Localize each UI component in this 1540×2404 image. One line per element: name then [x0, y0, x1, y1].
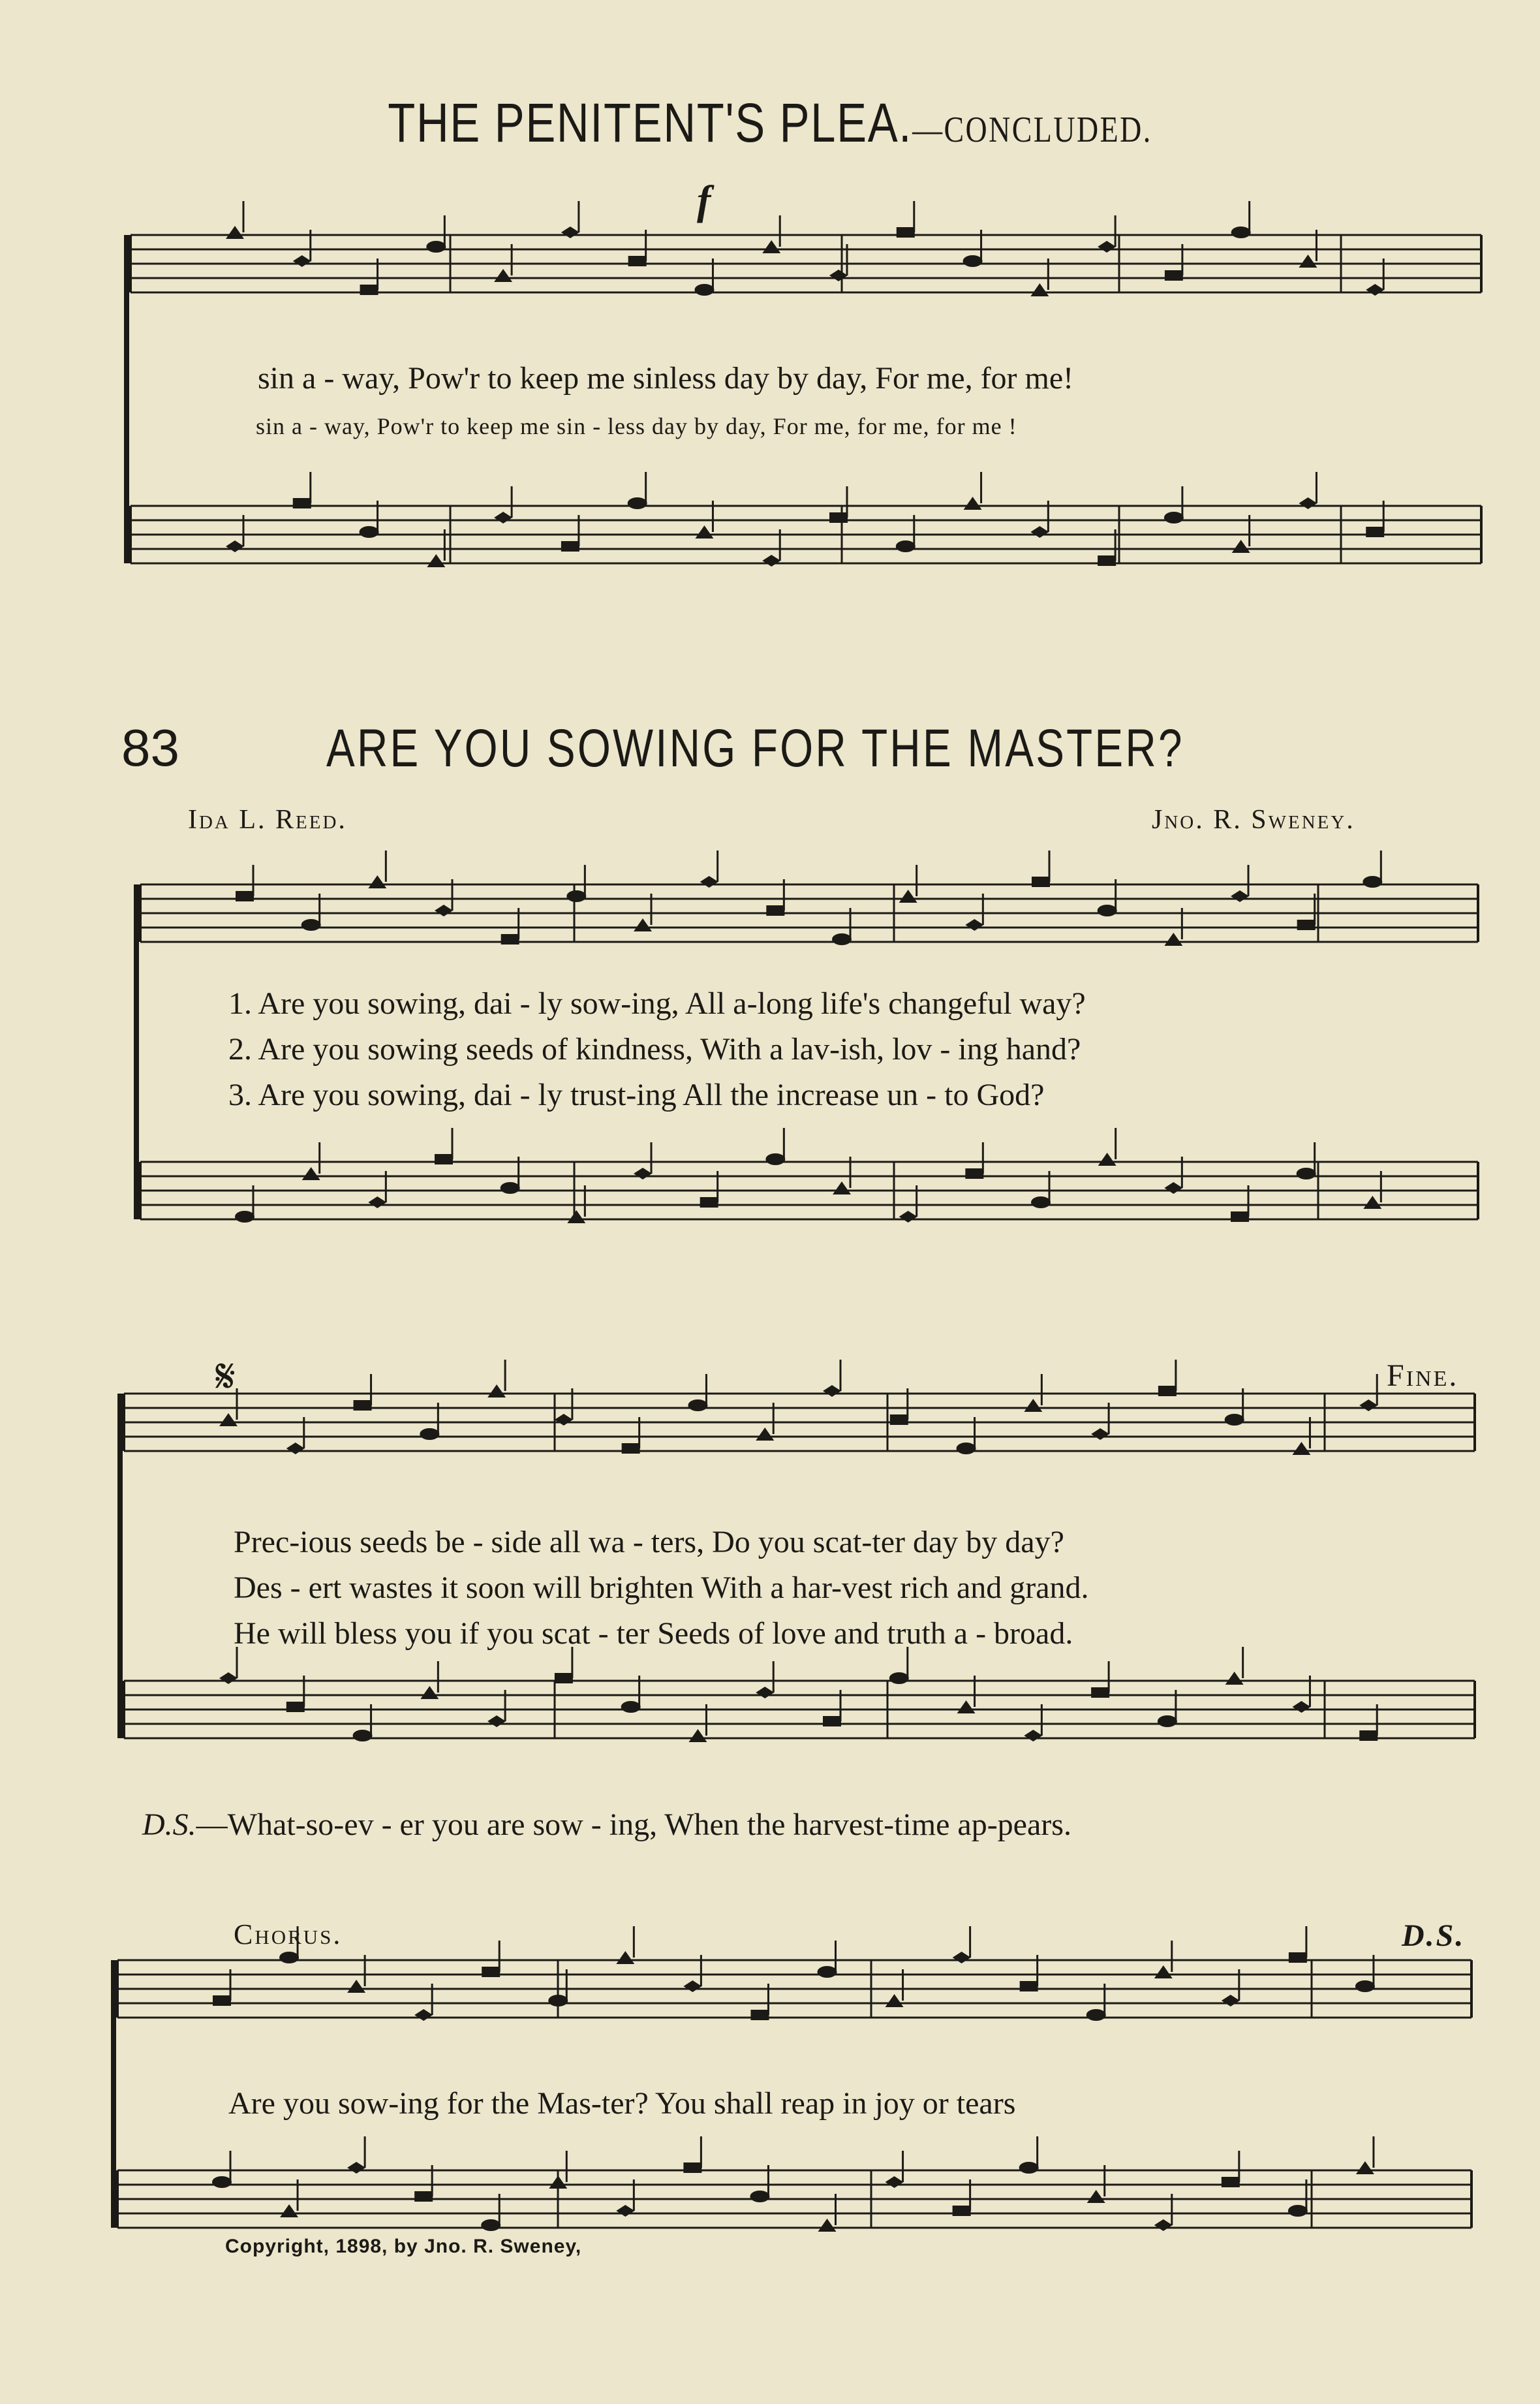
note-head: [566, 890, 586, 902]
note-head: [494, 512, 512, 523]
note-head: [420, 1686, 439, 1699]
note-head: [286, 1443, 305, 1454]
note-head: [1231, 226, 1251, 238]
note-head: [1299, 255, 1317, 268]
note-head: [1297, 1168, 1316, 1179]
note-head: [616, 1951, 634, 1964]
note-head: [1158, 1386, 1177, 1396]
note-head: [1292, 1701, 1310, 1713]
note-head: [1297, 920, 1316, 930]
note-head: [1366, 284, 1384, 296]
note-head: [818, 1966, 837, 1978]
note-head: [487, 1384, 506, 1397]
page-title-suffix: —CONCLUDED.: [912, 110, 1152, 150]
note-head: [1363, 1196, 1381, 1209]
note-head: [1225, 1672, 1244, 1685]
note-head: [368, 875, 386, 888]
note-head: [1164, 512, 1184, 523]
note-head: [1231, 890, 1249, 902]
note-head: [347, 2162, 365, 2174]
note-head: [561, 541, 579, 552]
note-head: [501, 934, 519, 944]
note-head: [302, 1167, 320, 1180]
note-head: [494, 269, 512, 282]
note-head: [899, 1211, 917, 1223]
note-head: [1231, 1211, 1249, 1222]
note-head: [1289, 1952, 1307, 1963]
note-head: [427, 554, 445, 567]
note-head: [616, 2205, 634, 2217]
composer-credit: Jno. R. Sweney.: [1152, 805, 1355, 835]
note-head: [1222, 2177, 1240, 2187]
refrain-line-2: Des - ert wastes it soon will brighten With a har-vest rich and grand.: [234, 1570, 1089, 1605]
lyric-line-lower: sin a - way, Pow'r to keep me sin - less day by day, For me, for me, for me !: [256, 413, 1017, 439]
note-head: [1098, 1153, 1116, 1166]
note-head: [829, 270, 848, 281]
note-head: [1030, 526, 1049, 538]
note-head: [1158, 1715, 1177, 1727]
note-head: [953, 2206, 971, 2216]
note-head: [555, 1673, 573, 1683]
note-head: [833, 1181, 851, 1194]
note-head: [487, 1715, 506, 1727]
note-head: [896, 540, 916, 552]
lyricist-credit: Ida L. Reed.: [188, 805, 347, 835]
note-head: [360, 526, 379, 538]
note-head: [957, 1443, 976, 1454]
note-head: [293, 255, 311, 267]
verse-2: 2. Are you sowing seeds of kindness, With a lav-ish, lov - ing hand?: [228, 1032, 1081, 1067]
note-head: [1225, 1414, 1244, 1426]
note-head: [694, 284, 714, 296]
page-title-main: THE PENITENT'S PLEA.: [388, 92, 913, 153]
note-head: [1091, 1428, 1109, 1440]
note-head: [964, 497, 982, 510]
note-head: [293, 498, 311, 508]
note-head: [1098, 905, 1117, 916]
note-head: [1086, 2009, 1106, 2021]
note-head: [561, 226, 579, 238]
note-head: [634, 1168, 652, 1179]
note-head: [301, 919, 321, 931]
note-head: [1024, 1730, 1042, 1741]
note-head: [899, 890, 917, 903]
note-head: [750, 2191, 769, 2202]
copyright-notice: Copyright, 1898, by Jno. R. Sweney,: [225, 2236, 582, 2257]
note-head: [1032, 877, 1050, 887]
note-head: [226, 540, 244, 552]
note-head: [435, 905, 453, 916]
note-head: [886, 1994, 904, 2007]
note-head: [688, 1399, 707, 1411]
note-head: [1356, 2161, 1374, 2174]
note-head: [1031, 1196, 1051, 1208]
note-head: [1355, 1980, 1375, 1992]
note-head: [1154, 2219, 1173, 2231]
note-head: [548, 1995, 568, 2006]
verse-1: 1. Are you sowing, dai - ly sow-ing, All a-long life's changeful way?: [228, 986, 1086, 1021]
note-head: [1292, 1442, 1310, 1455]
note-head: [501, 1182, 520, 1194]
ds-line: —What-so-ev - er you are sow - ing, When the harvest-time ap-pears.: [196, 1807, 1071, 1842]
note-head: [353, 1730, 373, 1741]
note-head: [890, 1414, 908, 1425]
note-head: [756, 1687, 774, 1698]
note-head: [280, 2204, 298, 2217]
note-head: [414, 2009, 433, 2021]
segno-sign: 𝄋: [215, 1350, 238, 1403]
note-head: [235, 1211, 254, 1223]
note-head: [1164, 933, 1182, 946]
note-head: [426, 241, 446, 253]
note-head: [965, 1168, 983, 1179]
note-head: [1098, 555, 1116, 566]
note-head: [688, 1729, 707, 1742]
fine-mark: Fine.: [1387, 1358, 1459, 1393]
note-head: [762, 240, 780, 253]
note-head: [1098, 241, 1116, 253]
note-head: [1288, 2205, 1308, 2217]
chorus-label: Chorus.: [234, 1918, 343, 1950]
note-head: [628, 256, 647, 266]
chorus-ds-mark: D.S.: [1402, 1918, 1466, 1953]
note-head: [700, 876, 718, 888]
note-head: [347, 1980, 365, 1993]
note-head: [567, 1210, 585, 1223]
note-head: [1164, 1182, 1182, 1194]
note-head: [1366, 527, 1384, 537]
note-head: [1222, 1995, 1240, 2006]
lyric-line-upper: sin a - way, Pow'r to keep me sinless day by day, For me, for me!: [258, 361, 1074, 396]
note-head: [368, 1196, 386, 1208]
note-head: [219, 1413, 238, 1426]
note-head: [555, 1414, 573, 1426]
note-head: [957, 1700, 976, 1713]
note-head: [360, 285, 378, 295]
note-head: [420, 1428, 439, 1440]
note-head: [1359, 1399, 1378, 1411]
note-head: [482, 1967, 500, 1977]
note-head: [953, 1952, 971, 1963]
chorus-lyric: Are you sow-ing for the Mas-ter? You shall reap in joy or tears: [228, 2086, 1016, 2121]
note-head: [279, 1952, 299, 1963]
note-head: [965, 919, 983, 931]
note-head: [695, 525, 713, 539]
note-head: [823, 1385, 841, 1397]
note-head: [354, 1400, 372, 1411]
note-head: [1165, 270, 1183, 281]
note-head: [1030, 283, 1049, 296]
note-head: [762, 555, 780, 567]
note-head: [236, 891, 254, 901]
note-head: [634, 918, 652, 931]
note-head: [1091, 1687, 1109, 1698]
note-head: [1019, 2162, 1039, 2174]
note-head: [823, 1716, 841, 1726]
note-head: [756, 1428, 774, 1441]
hymn-title: ARE YOU SOWING FOR THE MASTER?: [326, 719, 1184, 778]
refrain-line-1: Prec-ious seeds be - side all wa - ters, Do you scat-ter day by day?: [234, 1525, 1064, 1559]
note-head: [889, 1672, 909, 1684]
note-head: [628, 497, 647, 509]
note-head: [1299, 497, 1317, 509]
note-head: [829, 512, 848, 523]
note-head: [818, 2219, 837, 2232]
note-head: [766, 905, 784, 916]
note-head: [683, 1980, 701, 1992]
note-head: [886, 2176, 904, 2188]
note-head: [414, 2191, 433, 2202]
note-head: [286, 1702, 305, 1712]
note-head: [226, 226, 244, 239]
note-head: [549, 2176, 567, 2189]
note-head: [213, 1995, 231, 2006]
ds-label: D.S.: [142, 1807, 196, 1842]
verse-3: 3. Are you sowing, dai - ly trust-ing All the increase un - to God?: [228, 1078, 1045, 1112]
note-head: [1020, 1981, 1038, 1991]
note-head: [765, 1153, 785, 1165]
note-head: [1363, 876, 1382, 888]
refrain-line-3: He will bless you if you scat - ter Seeds of love and truth a - broad.: [234, 1616, 1073, 1651]
note-head: [212, 2176, 232, 2188]
note-head: [435, 1154, 453, 1164]
note-head: [700, 1197, 718, 1208]
note-head: [481, 2219, 501, 2231]
dynamic-forte: f: [697, 177, 711, 223]
note-head: [219, 1672, 238, 1684]
note-head: [1024, 1399, 1042, 1412]
note-head: [683, 2162, 701, 2173]
note-head: [1359, 1730, 1378, 1741]
note-head: [1232, 540, 1250, 553]
note-head: [963, 255, 983, 267]
note-head: [832, 933, 852, 945]
note-head: [622, 1443, 640, 1454]
note-head: [750, 2010, 769, 2020]
note-head: [1154, 1965, 1173, 1978]
note-head: [621, 1701, 641, 1713]
note-head: [1087, 2190, 1105, 2203]
hymn-number: 83: [121, 719, 179, 777]
note-head: [897, 227, 915, 238]
